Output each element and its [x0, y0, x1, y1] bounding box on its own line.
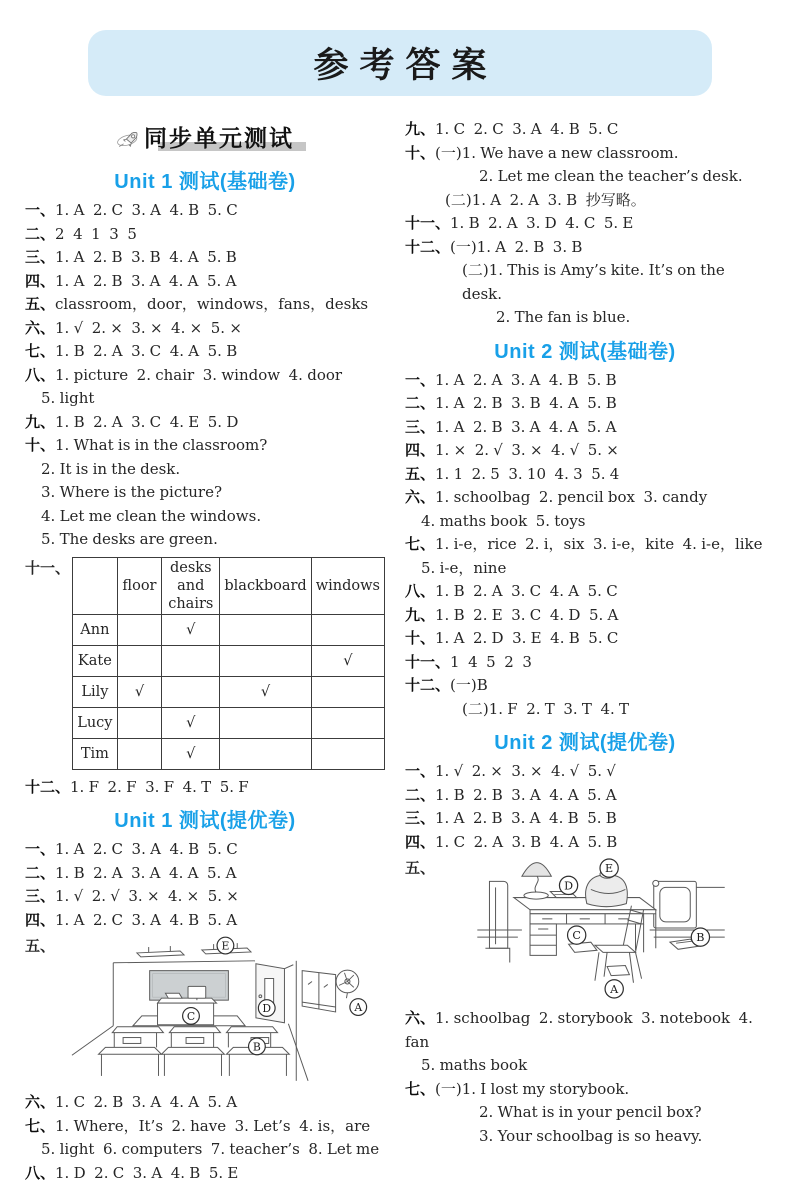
line-label: 三、: [405, 810, 436, 827]
answer-line: [405, 1101, 765, 1125]
circle-letter-badges: [559, 859, 709, 998]
line-label: 十、: [405, 144, 436, 162]
line-label: 十一、: [405, 215, 451, 232]
line-label: 三、: [25, 249, 56, 266]
page-root: [0, 30, 800, 1195]
line-label: 九、: [405, 121, 436, 138]
answer-line: [405, 142, 765, 166]
svg-text:C: C: [186, 1009, 195, 1023]
answer-line: [405, 189, 765, 213]
line-text: 1. schoolbag 2. pencil box 3. candy: [435, 488, 708, 506]
line-text: 5. maths book: [421, 1056, 528, 1074]
line-text: 5. i-e，nine: [421, 558, 507, 577]
answer-line: [25, 434, 385, 458]
answer-line: [405, 651, 765, 675]
line-label: 十、: [405, 630, 436, 647]
svg-text:D: D: [564, 879, 574, 893]
answer-line: [25, 317, 385, 341]
line-text: 1. A 2. A 3. A 4. B 5. B: [435, 370, 617, 389]
figure-slot: [435, 857, 765, 1005]
table-header-cell: blackboard: [220, 557, 311, 614]
table-cell: [311, 738, 384, 769]
answer-line: [25, 885, 385, 909]
line-label: 二、: [25, 225, 56, 243]
answer-line: [405, 118, 765, 142]
line-text: 1. B 2. A 3. A 4. A 5. A: [55, 863, 237, 882]
unit-title: Unit 1 测试(基础卷): [114, 171, 296, 193]
table-row: [73, 645, 385, 676]
line-label: 一、: [405, 763, 436, 780]
answer-line: [405, 463, 765, 487]
answer-line: [405, 1054, 765, 1078]
table-cell: √: [117, 676, 161, 707]
table-header-cell: desks and chairs: [162, 557, 220, 614]
circle-letter-badge: [691, 928, 709, 946]
line-text: classroom，door，windows，fans，desks: [55, 295, 369, 313]
line-text: 1. A 2. C 3. A 4. B 5. C: [55, 840, 238, 858]
circle-letter-badge: [182, 1008, 199, 1025]
answer-line: [25, 1115, 385, 1139]
answer-line: [25, 411, 385, 435]
circle-letter-badge: [605, 980, 623, 998]
line-label: 二、: [25, 864, 56, 882]
line-text: 5. The desks are green.: [41, 530, 218, 548]
rocket-icon: [116, 130, 140, 149]
line-text: 1. B 2. A 3. D 4. C 5. E: [450, 214, 634, 232]
line-text: 1. What is in the classroom?: [55, 436, 268, 454]
line-text: 1. A 2. B 3. A 4. A 5. A: [55, 271, 237, 290]
svg-text:D: D: [261, 1001, 271, 1015]
table-cell: [311, 707, 384, 738]
line-text: 1. A 2. B 3. B 4. A 5. B: [55, 248, 237, 266]
line-text: 4. maths book 5. toys: [421, 511, 586, 530]
line-text: 1. C 2. C 3. A 4. B 5. C: [435, 120, 619, 138]
line-label: 六、: [25, 319, 56, 337]
line-text: 1. i-e，rice 2. i，six 3. i-e，kite 4. i-e，like: [435, 535, 763, 553]
line-text: 1. B 2. E 3. C 4. D 5. A: [435, 605, 619, 624]
table-cell: √: [162, 614, 220, 645]
answer-line: [25, 909, 385, 933]
line-text: 2. It is in the desk.: [41, 459, 181, 478]
table-header-cell: floor: [117, 557, 161, 614]
line-label: 十一、: [25, 559, 71, 577]
answer-line: [405, 439, 765, 463]
line-label: 七、: [25, 1117, 56, 1135]
answer-table-section: [25, 557, 385, 770]
unit-title: Unit 2 测试(基础卷): [494, 340, 676, 363]
line-text: 1. A 2. B 3. B 4. A 5. B: [435, 394, 617, 412]
line-label: 九、: [25, 413, 56, 431]
table-row: [73, 614, 385, 645]
table-cell: [311, 676, 384, 707]
answer-line: [405, 627, 765, 651]
answer-line: [405, 212, 765, 236]
answer-line: [25, 862, 385, 886]
line-text: 1. C 2. B 3. A 4. A 5. A: [55, 1093, 238, 1111]
line-label: 十二、: [25, 778, 71, 796]
table-row-name: Tim: [73, 738, 118, 769]
line-text: 2. The fan is blue.: [496, 308, 631, 326]
line-text: 1. A 2. C 3. A 4. B 5. C: [55, 201, 238, 219]
line-text: 1. A 2. D 3. E 4. B 5. C: [435, 629, 619, 647]
answer-line: [405, 604, 765, 628]
answer-line: [405, 557, 765, 581]
answer-line: [405, 306, 765, 330]
answer-line: [25, 387, 385, 411]
answer-line: [25, 838, 385, 862]
line-label: 六、: [405, 489, 436, 506]
answer-line: [405, 674, 765, 698]
table-row-name: Lucy: [73, 707, 118, 738]
svg-text:B: B: [252, 1040, 261, 1054]
line-text: (一)1. We have a new classroom.: [435, 143, 679, 162]
line-label: 九、: [405, 606, 436, 624]
line-text: (二)1. A 2. A 3. B 抄写略。: [445, 190, 646, 209]
table-cell: [220, 645, 311, 676]
answer-line: [405, 784, 765, 808]
answer-line: [25, 364, 385, 388]
table-header-cell: [73, 557, 118, 614]
answer-line: [405, 416, 765, 440]
line-label: 七、: [405, 536, 436, 553]
section-title: 同步单元测试: [144, 125, 294, 151]
left-column: [25, 118, 385, 1185]
answer-line: [25, 270, 385, 294]
table-row-name: Kate: [73, 645, 118, 676]
line-label: 一、: [405, 371, 436, 389]
answer-line: [405, 1007, 765, 1054]
line-text: 1. A 2. B 3. A 4. B 5. B: [435, 809, 617, 827]
answer-line: [405, 392, 765, 416]
line-text: 1. 1 2. 5 3. 10 4. 3 5. 4: [435, 464, 620, 483]
line-text: 2 4 1 3 5: [55, 224, 137, 243]
line-text: 1. F 2. F 3. F 4. T 5. F: [70, 777, 249, 796]
table-cell: [162, 676, 220, 707]
svg-text:C: C: [572, 929, 581, 943]
line-text: 1. A 2. C 3. A 4. B 5. A: [55, 910, 238, 929]
line-label: 四、: [405, 442, 436, 459]
line-label: 十、: [25, 437, 56, 454]
line-text: 2. What is in your pencil box?: [479, 1103, 702, 1121]
answer-line: [405, 1125, 765, 1149]
line-label: 十二、: [405, 238, 451, 256]
line-text: 3. Your schoolbag is so heavy.: [479, 1126, 703, 1145]
line-text: 4. Let me clean the windows.: [41, 506, 262, 525]
line-text: 1. √ 2. √ 3. × 4. × 5. ×: [55, 887, 239, 905]
line-label: 五、: [25, 296, 56, 313]
line-label: 五、: [405, 860, 436, 877]
answer-line: [405, 580, 765, 604]
table-cell: √: [220, 676, 311, 707]
line-text: (一)B: [450, 676, 488, 694]
line-label: 四、: [25, 911, 56, 929]
figure-desk-scene: [469, 857, 731, 1001]
answer-line: [405, 259, 765, 306]
line-label: 二、: [405, 786, 436, 804]
circle-letter-badge: [217, 937, 234, 954]
figure-section: [25, 935, 385, 1089]
answer-line: [25, 528, 385, 552]
line-label: 四、: [405, 833, 436, 851]
line-label: 八、: [405, 583, 436, 600]
table-cell: √: [162, 738, 220, 769]
line-text: 1. D 2. C 3. A 4. B 5. E: [55, 1163, 239, 1182]
circle-letter-badge: [568, 926, 586, 944]
line-text: 1. C 2. A 3. B 4. A 5. B: [435, 832, 618, 851]
line-text: 1. schoolbag 2. storybook 3. notebook 4. fan: [405, 1009, 758, 1051]
answer-line: [25, 458, 385, 482]
answer-line: [25, 1138, 385, 1162]
circle-letter-badge: [600, 859, 618, 877]
line-text: 1. B 2. A 3. C 4. E 5. D: [55, 412, 239, 431]
table-cell: [117, 614, 161, 645]
columns: [0, 118, 800, 1185]
line-text: 1. A 2. B 3. A 4. A 5. A: [435, 417, 617, 436]
answer-line: [25, 340, 385, 364]
answer-line: [25, 223, 385, 247]
line-text: 1. picture 2. chair 3. window 4. door: [55, 365, 343, 384]
line-text: 1. B 2. B 3. A 4. A 5. A: [435, 785, 617, 804]
line-label: 八、: [25, 366, 56, 384]
line-text: 5. light 6. computers 7. teacher’s 8. Let me: [41, 1140, 380, 1158]
answer-line: [25, 293, 385, 317]
answer-line: [405, 236, 765, 260]
answer-line: [25, 1162, 385, 1186]
svg-text:E: E: [220, 939, 229, 953]
line-text: 1 4 5 2 3: [450, 652, 532, 671]
table-row-name: Ann: [73, 614, 118, 645]
line-label: 六、: [25, 1094, 56, 1111]
answer-line: [405, 760, 765, 784]
table-cell: [220, 738, 311, 769]
line-text: (一)1. A 2. B 3. B: [450, 237, 583, 256]
circle-letter-badge: [349, 999, 366, 1016]
table-row-name: Lily: [73, 676, 118, 707]
answer-line: [405, 510, 765, 534]
table-header-cell: windows: [311, 557, 384, 614]
line-label: 四、: [25, 272, 56, 290]
line-label: 十一、: [405, 653, 451, 671]
line-text: 1. B 2. A 3. C 4. A 5. B: [55, 342, 238, 360]
page-title: 参考答案: [313, 46, 498, 85]
circle-letter-badge: [248, 1038, 265, 1055]
table-cell: [220, 707, 311, 738]
line-label: 二、: [405, 395, 436, 412]
line-label: 一、: [25, 841, 56, 858]
answer-line: [405, 807, 765, 831]
line-label: 七、: [25, 343, 56, 360]
answer-line: [25, 505, 385, 529]
answer-line: [25, 481, 385, 505]
line-label: 三、: [405, 418, 436, 436]
line-label: 五、: [25, 938, 56, 955]
table-cell: [117, 707, 161, 738]
table-cell: [162, 645, 220, 676]
figure-classroom-scene: [68, 935, 373, 1085]
line-text: (一)1. I lost my storybook.: [435, 1079, 630, 1098]
unit-title: Unit 1 测试(提优卷): [114, 810, 296, 832]
table-row: [73, 738, 385, 769]
circle-letter-badge: [559, 876, 577, 894]
answer-line: [405, 533, 765, 557]
right-column: [405, 118, 765, 1185]
line-text: 1. Where，It’s 2. have 3. Let’s 4. is，are: [55, 1116, 371, 1135]
answer-line: [25, 776, 385, 800]
line-text: (二)1. This is Amy’s kite. It’s on the desk.: [462, 261, 730, 303]
line-label: 八、: [25, 1164, 56, 1182]
answer-line: [25, 246, 385, 270]
line-text: 2. Let me clean the teacher’s desk.: [479, 167, 743, 185]
line-label: 六、: [405, 1010, 436, 1027]
table-cell: [117, 645, 161, 676]
answers-table: [72, 557, 385, 770]
line-label: 一、: [25, 202, 56, 219]
line-label: 七、: [405, 1080, 436, 1098]
answer-line: [405, 486, 765, 510]
answer-line: [405, 165, 765, 189]
line-text: 3. Where is the picture?: [41, 483, 223, 501]
svg-text:B: B: [696, 931, 705, 945]
answer-line: [405, 1078, 765, 1102]
line-text: 1. √ 2. × 3. × 4. √ 5. √: [435, 762, 616, 780]
line-text: (二)1. F 2. T 3. T 4. T: [462, 699, 630, 718]
table-cell: [117, 738, 161, 769]
table-cell: √: [162, 707, 220, 738]
line-text: 1. B 2. A 3. C 4. A 5. C: [435, 582, 618, 600]
table-cell: [220, 614, 311, 645]
answer-line: [25, 1091, 385, 1115]
unit-title: Unit 2 测试(提优卷): [494, 732, 676, 754]
answer-line: [25, 199, 385, 223]
table-cell: [311, 614, 384, 645]
line-text: 1. √ 2. × 3. × 4. × 5. ×: [55, 318, 242, 337]
svg-text:A: A: [353, 1000, 362, 1014]
circle-letter-badge: [258, 1000, 275, 1017]
svg-text:E: E: [605, 862, 614, 876]
section-title-row: [25, 120, 385, 153]
figure-section: [405, 857, 765, 1005]
answer-line: [405, 698, 765, 722]
table-cell: √: [311, 645, 384, 676]
line-label: 三、: [25, 888, 56, 905]
table-row: [73, 707, 385, 738]
line-label: 十二、: [405, 677, 451, 694]
answer-line: [405, 369, 765, 393]
answer-line: [405, 831, 765, 855]
line-label: 五、: [405, 465, 436, 483]
line-text: 1. × 2. √ 3. × 4. √ 5. ×: [435, 441, 619, 459]
line-text: 5. light: [41, 389, 95, 407]
answer-header-box: [88, 30, 712, 96]
figure-slot: [55, 935, 385, 1089]
table-row: [73, 676, 385, 707]
svg-text:A: A: [610, 982, 619, 996]
